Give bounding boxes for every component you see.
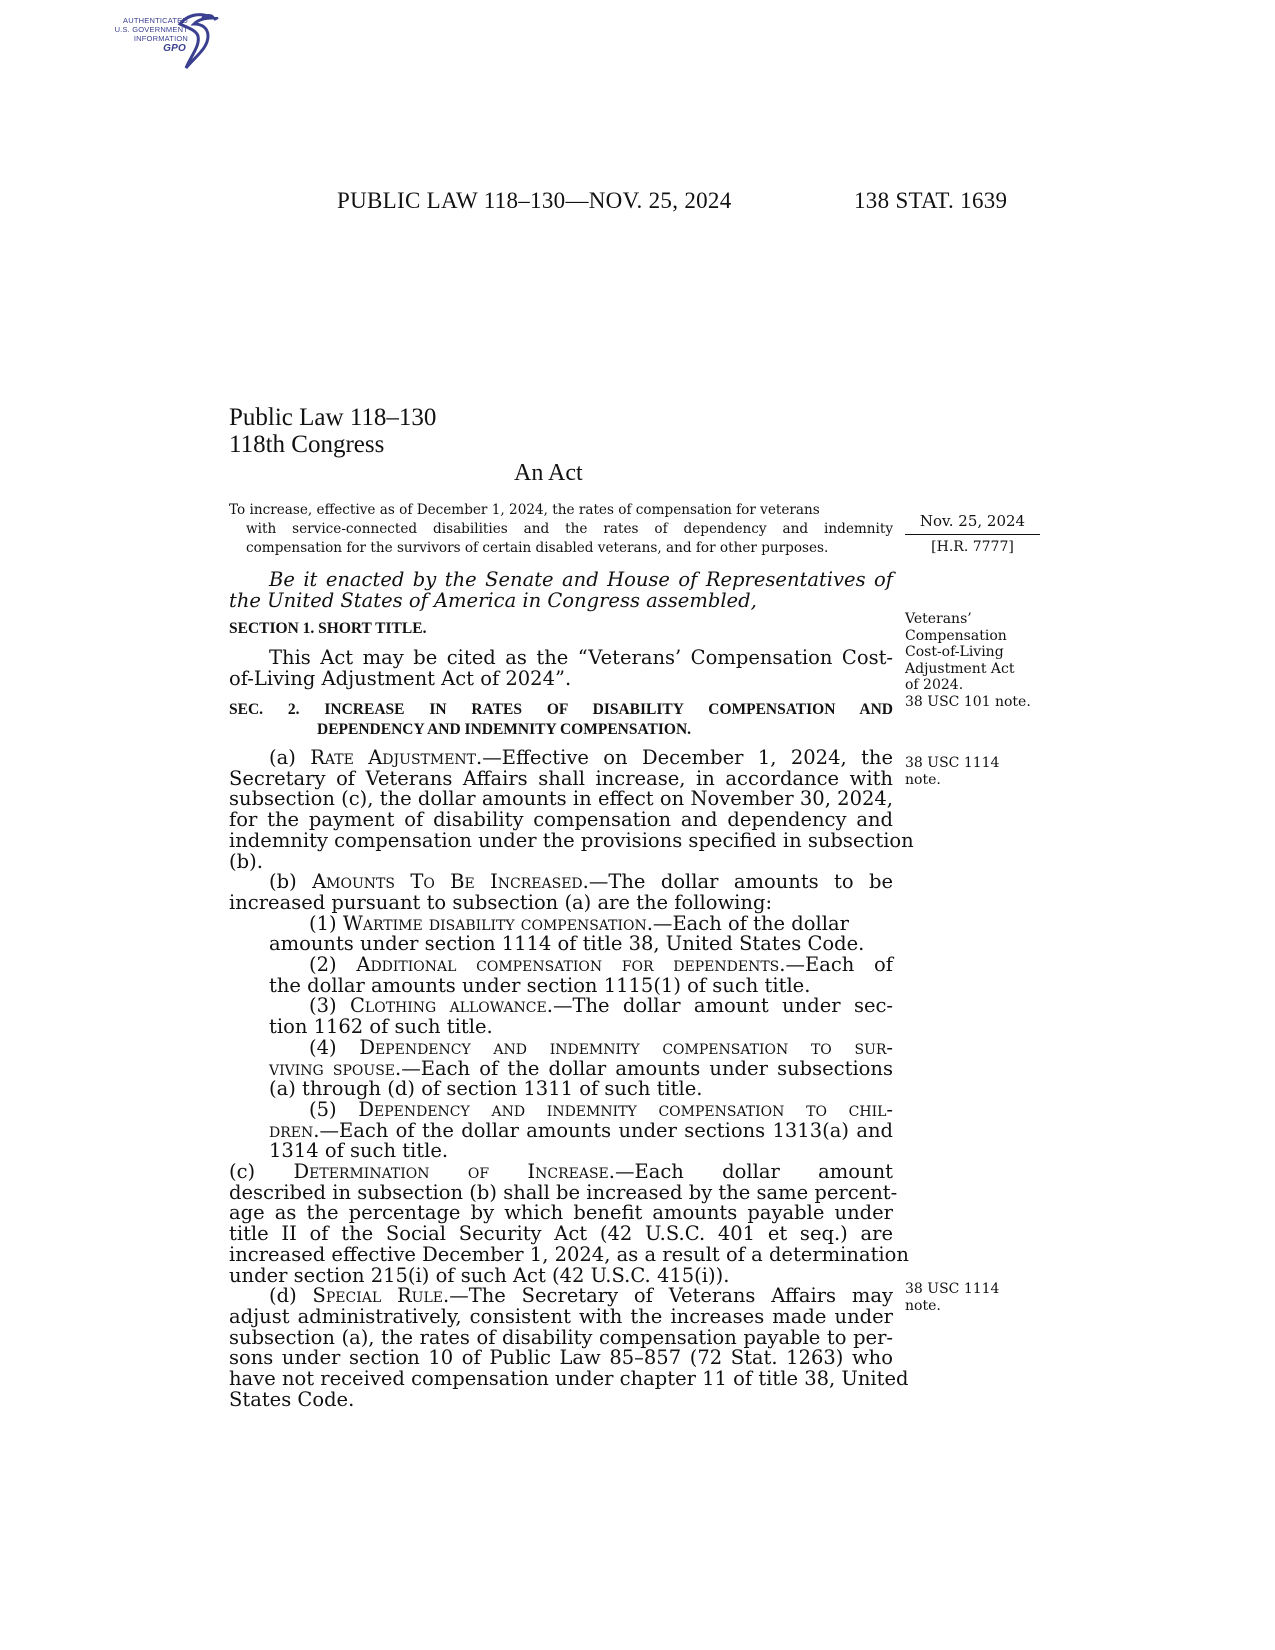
paragraph-5-second-line [229,1118,893,1142]
enacting-clause [229,570,893,611]
subsection-line: subsection (a), the rates of disability compensation payable to per- [229,1325,893,1349]
seal-line: AUTHENTICATED [123,16,188,25]
heading-dash: .— [608,1160,635,1184]
seal-line: U.S. GOVERNMENT [114,25,188,34]
paragraph-line: 1314 of such title. [269,1139,449,1163]
section-2-heading-line: SEC. 2. INCREASE IN RATES OF DISABILITY COMPENSATION AND [229,701,893,718]
section-2-body [229,746,914,1411]
subsection-heading: Rate Adjustment [310,746,477,769]
enactment-date: Nov. 25, 2024 [905,512,1040,535]
paragraph-label: (1) [309,911,337,935]
enacting-line: Be it enacted by the Senate and House of Representatives of [269,568,893,591]
enacting-line: the United States of America in Congress assembled, [229,588,757,612]
subsection-label: (b) [269,870,297,894]
purpose-line: To increase, effective as of December 1, 2024, the rates of compensation for veterans [229,502,820,518]
running-head-left: PUBLIC LAW 118–130—NOV. 25, 2024 [337,188,732,213]
subsection-line: sons under section 10 of Public Law 85–857 (72 Stat. 1263) who [229,1346,893,1370]
paragraph-text: Each of [804,953,893,977]
subsection-a [229,746,914,873]
margin-note-line: Compensation [905,627,1007,644]
running-head-page: 138 STAT. 1639 [854,188,1008,213]
section-2-heading [229,700,893,740]
subsection-line: adjust administratively, consistent with the increases made under [229,1304,893,1328]
subsection-label: (c) [229,1160,256,1184]
paragraph-4-first-line [229,1035,893,1059]
heading-dash: .— [395,1056,421,1080]
margin-note-line: note. [905,771,941,788]
subsection-b-first-line [229,872,893,893]
heading-dash: .— [476,746,502,769]
paragraph-label: (2) [309,953,337,977]
paragraph-text: Each of the dollar amounts under subsections [420,1056,893,1080]
subsection-label: (d) [269,1284,297,1308]
section-2-heading-line: DEPENDENCY AND INDEMNITY COMPENSATION. [317,721,692,738]
subsection-line: Secretary of Veterans Affairs shall increase, in accordance with [229,766,893,790]
margin-note-line: Cost-of-Living [905,644,1004,660]
subsection-line: increased effective December 1, 2024, as a result of a determination [229,1242,909,1266]
subsection-d-first-line [229,1286,893,1307]
paragraph-text: Each of the dollar [672,911,849,935]
paragraph-line: (a) through (d) of section 1311 of such title. [269,1077,703,1101]
subsection-line: age as the percentage by which benefit amounts payable under [229,1201,893,1225]
heading-dash: .— [582,870,609,894]
paragraph-4-second-line [229,1056,893,1080]
subsection-text: The dollar amounts to be [608,870,893,894]
paragraph-label: (4) [309,1035,337,1059]
subsection-heading: Special Rule [312,1284,443,1308]
paragraph-3-first-line [229,996,893,1017]
subsection-line: States Code. [229,1387,355,1411]
subsection-d [229,1284,909,1411]
margin-note-subsection-a [905,755,1045,788]
subsection-label: (a) [269,746,296,769]
paragraph-heading: Clothing allowance [350,994,547,1018]
subsection-line: (b). [229,849,263,873]
margin-note-line: 38 USC 1114 [905,1281,1000,1297]
paragraph-line: the dollar amounts under section 1115(1) of such title. [269,973,811,997]
enactment-date-box [905,512,1040,555]
subsection-line: title II of the Social Security Act (42 U.S.C. 401 et seq.) are [229,1222,893,1246]
section-1-line: of-Living Adjustment Act of 2024”. [229,666,572,690]
public-law-number: Public Law 118–130 [229,404,437,431]
margin-note-line: Adjustment Act [905,660,1015,677]
heading-dash: .— [443,1284,469,1308]
heading-dash: .— [646,911,673,935]
margin-note-line: 38 USC 101 note. [905,693,1031,710]
subsection-line: subsection (c), the dollar amounts in effect on November 30, 2024, [229,787,893,811]
eagle-icon [172,10,222,74]
subsection-b [229,872,893,1162]
heading-dash: .— [313,1118,339,1142]
paragraph-heading-continued: dren [269,1118,314,1142]
margin-note-line: note. [905,1297,941,1314]
section-1-text [229,648,893,689]
section-1-line: This Act may be cited as the “Veterans’ Compensation Cost- [269,646,893,669]
paragraph-heading: Dependency and indemnity compensation to sur- [359,1035,893,1059]
gpo-authentication-seal [92,10,232,78]
heading-dash: .— [779,953,805,977]
paragraph-5-first-line [229,1097,893,1121]
subsection-heading: Amounts To Be Increased [312,870,583,894]
paragraph-text: The dollar amount under sec- [572,994,894,1018]
paragraph-heading: Wartime disability compensation [342,911,647,935]
subsection-heading: Determination of Increase [293,1160,609,1184]
subsection-text: The Secretary of Veterans Affairs may [468,1284,893,1308]
subsection-text: Effective on December 1, 2024, the [501,746,894,769]
congress-number: 118th Congress [229,431,385,458]
paragraph-heading: Dependency and indemnity compensation to chil- [358,1097,893,1121]
margin-note-line: Veterans’ [905,611,972,627]
heading-dash: .— [546,994,573,1018]
act-heading: An Act [514,460,583,486]
subsection-c-first-line [229,1162,893,1183]
paragraph-line: amounts under section 1114 of title 38, United States Code. [269,932,865,956]
subsection-c [229,1160,909,1287]
bill-number: [H.R. 7777] [931,539,1014,555]
seal-gpo: GPO [163,43,186,54]
purpose-statement [229,501,893,558]
margin-note-line: 38 USC 1114 [905,755,1000,771]
paragraph-1-first-line [229,911,893,935]
subsection-line: described in subsection (b) shall be increased by the same percent- [229,1180,898,1204]
purpose-line: compensation for the survivors of certain disabled veterans, and for other purposes. [246,540,829,556]
paragraph-label: (5) [309,1097,337,1121]
subsection-line: under section 215(i) of such Act (42 U.S.C. 415(i)). [229,1263,730,1287]
paragraph-heading: Additional compensation for dependents [356,953,780,977]
paragraph-heading-continued: viving spouse [269,1056,396,1080]
purpose-line: with service-connected disabilities and the rates of dependency and indemnity [246,521,893,537]
margin-note-subsection-d [905,1281,1045,1314]
subsection-line: for the payment of disability compensation and dependency and [229,808,893,832]
subsection-text: Each dollar amount [634,1160,893,1184]
margin-note-line: of 2024. [905,677,964,693]
subsection-line: increased pursuant to subsection (a) are the following: [229,890,773,914]
subsection-line: have not received compensation under chapter 11 of title 38, United [229,1367,909,1391]
paragraph-text: Each of the dollar amounts under sections 1313(a) and [338,1118,893,1142]
margin-note-short-title [905,611,1045,710]
subsection-a-first-line [229,748,893,769]
section-1-heading: SECTION 1. SHORT TITLE. [229,620,427,637]
seal-line: INFORMATION [133,34,188,43]
paragraph-2-first-line [229,955,893,976]
paragraph-line: tion 1162 of such title. [269,1015,493,1039]
paragraph-label: (3) [309,994,337,1018]
subsection-line: indemnity compensation under the provisions specified in subsection [229,828,914,852]
